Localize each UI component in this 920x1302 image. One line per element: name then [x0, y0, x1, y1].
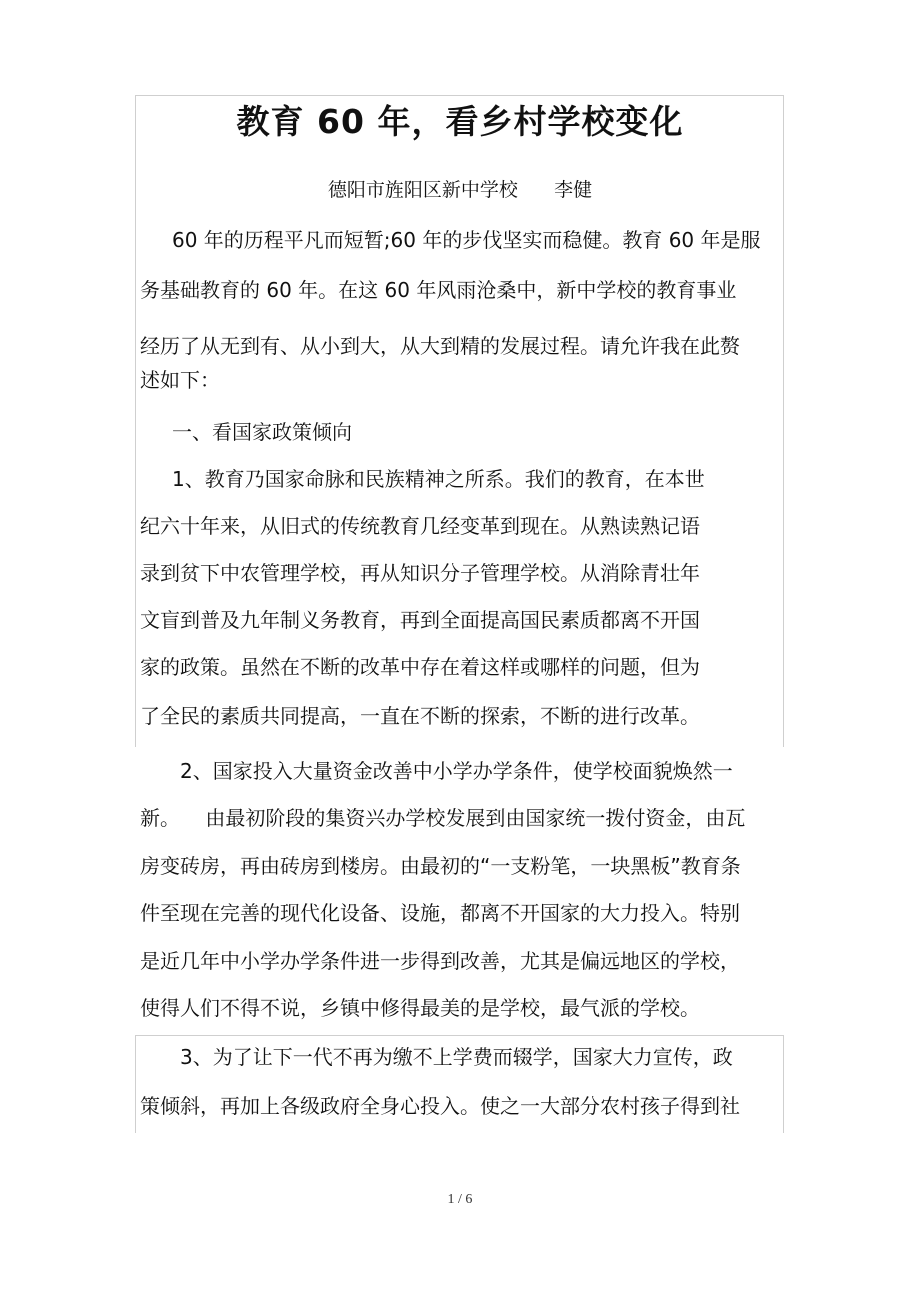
paragraph-line: 件至现在完善的现代化设备、设施，都离不开国家的大力投入。特别: [140, 901, 740, 925]
section-heading: 一、看国家政策倾向: [172, 420, 352, 444]
paragraph-line: 新。 由最初阶段的集资兴办学校发展到由国家统一拨付资金，由瓦: [140, 806, 746, 830]
paragraph-line: 了全民的素质共同提高，一直在不断的探索，不断的进行改革。: [140, 704, 700, 728]
paragraph-line: 2、国家投入大量资金改善中小学办学条件，使学校面貌焕然一: [180, 759, 733, 783]
box-border-right: [783, 1035, 784, 1133]
paragraph-line: 策倾斜，再加上各级政府全身心投入。使之一大部分农村孩子得到社: [140, 1094, 740, 1118]
page-border-top: [135, 95, 783, 96]
paragraph-line: 务基础教育的 60 年。在这 60 年风雨沧桑中，新中学校的教育事业: [140, 278, 737, 302]
paragraph-line: 家的政策。虽然在不断的改革中存在着这样或哪样的问题，但为: [140, 655, 700, 679]
box-border-top: [135, 1035, 783, 1036]
paragraph-line: 使得人们不得不说，乡镇中修得最美的是学校，最气派的学校。: [140, 996, 700, 1020]
paragraph-line: 60 年的历程平凡而短暂;60 年的步伐坚实而稳健。教育 60 年是服: [172, 228, 761, 252]
paragraph-line: 录到贫下中农管理学校，再从知识分子管理学校。从消除青壮年: [140, 561, 700, 585]
author-byline: 德阳市旌阳区新中学校 李健: [327, 179, 593, 201]
box-border-left: [135, 1035, 136, 1133]
paragraph-line: 3、为了让下一代不再为缴不上学费而辍学，国家大力宣传，政: [180, 1045, 733, 1069]
paragraph-line: 房变砖房，再由砖房到楼房。由最初的“一支粉笔，一块黑板”教育条: [140, 854, 741, 878]
paragraph-line: 文盲到普及九年制义务教育，再到全面提高国民素质都离不开国: [140, 608, 700, 632]
paragraph-line: 1、教育乃国家命脉和民族精神之所系。我们的教育，在本世: [172, 467, 705, 491]
document-title: 教育 60 年，看乡村学校变化: [236, 102, 684, 141]
paragraph-line: 经历了从无到有、从小到大，从大到精的发展过程。请允许我在此赘: [140, 334, 740, 358]
page-number: 1 / 6: [447, 1192, 473, 1207]
paragraph-line: 纪六十年来，从旧式的传统教育几经变革到现在。从熟读熟记语: [140, 514, 700, 538]
paragraph-line: 述如下：: [140, 368, 220, 392]
paragraph-line: 是近几年中小学办学条件进一步得到改善，尤其是偏远地区的学校，: [140, 949, 740, 973]
